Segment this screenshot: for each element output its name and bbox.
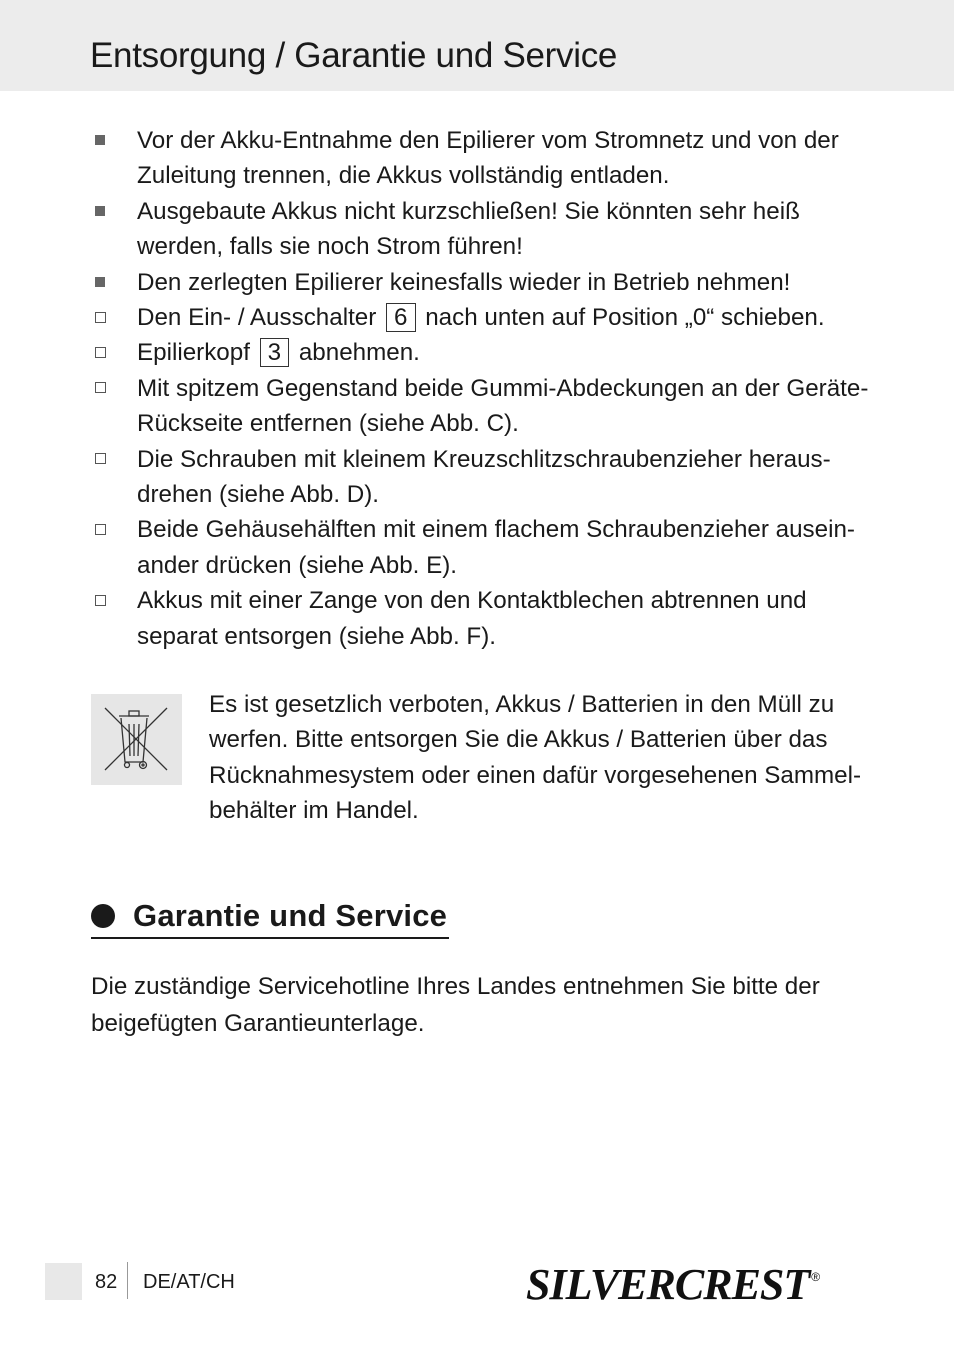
list-item-text: Epilierkopf — [137, 339, 250, 367]
section-title: Garantie und Service — [133, 898, 448, 933]
list-item-text: abnehmen. — [298, 339, 420, 367]
brand-logo — [526, 1262, 866, 1308]
list-item-text: Vor der Akku-Entnahme den Epilierer vom Stromnetz und von der Zuleitung trennen, die Akkus vollständig entladen. — [137, 127, 839, 190]
list-item — [90, 371, 870, 442]
crossed-out-bin-icon — [91, 694, 182, 785]
part-reference-badge: 3 — [260, 338, 289, 367]
list-item-text: Ausgebaute Akkus nicht kurzschließen! Sie könnten sehr heiß werden, falls sie noch Strom führen! — [137, 197, 800, 261]
battery-disposal-note: Es ist gesetzlich verboten, Akkus / Batterien in den Müll zu werfen. Bitte entsorgen Sie die Akkus / Batterien über das Rücknahmesystem oder einen dafür vorgesehenen Sammel-behälter im Handel. — [209, 691, 862, 825]
empty-square-bullet-icon — [90, 371, 110, 406]
list-item — [90, 265, 870, 300]
service-text: Die zuständige Servicehotline Ihres Landes entnehmen Sie bitte der beigefügten Garantieunterlage. — [91, 973, 820, 1037]
list-item — [90, 194, 870, 265]
list-item-text: nach unten auf Position „0“ schieben. — [425, 304, 825, 332]
filled-square-bullet-icon — [90, 123, 110, 158]
list-item — [90, 123, 870, 194]
list-item-text: Mit spitzem Gegenstand beide Gummi-Abdeckungen an der Geräte-Rückseite entfernen (siehe Abb. C). — [137, 374, 869, 438]
disposal-steps-list — [90, 123, 870, 654]
empty-square-bullet-icon — [90, 583, 110, 618]
list-item-text: Den Ein- / Ausschalter — [137, 304, 377, 332]
part-reference-badge: 6 — [386, 303, 415, 332]
list-item — [90, 442, 870, 513]
footer-tab-box — [45, 1263, 82, 1300]
list-item-text: Akkus mit einer Zange von den Kontaktblechen abtrennen und separat entsorgen (siehe Abb. F). — [137, 587, 807, 650]
brand-name: SILVERCREST — [526, 1260, 810, 1309]
footer-divider — [127, 1262, 128, 1299]
empty-square-bullet-icon — [90, 512, 110, 547]
list-item-text: Den zerlegten Epilierer keinesfalls wieder in Betrieb nehmen! — [137, 268, 791, 296]
bullet-dot-icon — [91, 904, 115, 928]
empty-square-bullet-icon — [90, 442, 110, 477]
list-item — [90, 512, 870, 583]
page-number: 82 — [95, 1271, 118, 1293]
empty-square-bullet-icon — [90, 335, 110, 370]
page-title: Entsorgung / Garantie und Service — [90, 36, 618, 75]
list-item — [90, 300, 870, 335]
country-codes: DE/AT/CH — [143, 1271, 235, 1293]
list-item — [90, 335, 870, 370]
filled-square-bullet-icon — [90, 194, 110, 229]
section-heading — [91, 895, 449, 939]
filled-square-bullet-icon — [90, 265, 110, 300]
list-item — [90, 583, 870, 654]
list-item-text: Beide Gehäusehälften mit einem flachem Schraubenzieher ausein-ander drücken (siehe Abb. E). — [137, 516, 855, 579]
empty-square-bullet-icon — [90, 300, 110, 335]
registered-mark: ® — [811, 1270, 821, 1284]
list-item-text: Die Schrauben mit kleinem Kreuzschlitzschraubenzieher heraus-drehen (siehe Abb. D). — [137, 445, 831, 509]
